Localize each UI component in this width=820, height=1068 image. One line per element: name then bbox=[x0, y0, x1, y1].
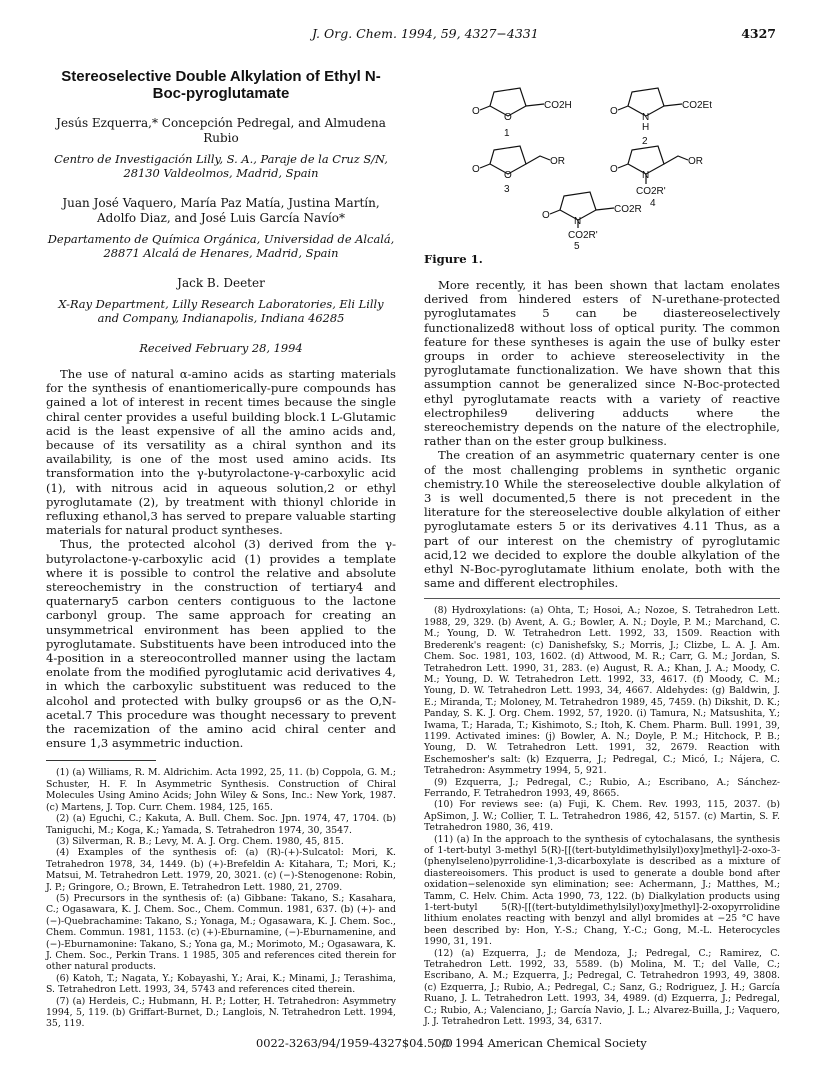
affiliation-2: Departamento de Química Orgánica, Universidad de Alcalá, 28871 Alcalá de Henares, Madrid, Spain bbox=[47, 232, 395, 260]
group-co2h: CO2H bbox=[544, 100, 572, 111]
group-co2r: CO2R bbox=[614, 204, 642, 215]
footnote: (1) (a) Williams, R. M. Aldrichim. Acta 1992, 25, 11. (b) Coppola, G. M.; Schuster, H. F. In Asymmetric Synthesis. Construction of Chiral Molecules Using Amino Acids; John Wiley & Sons, Inc.: New York, 1987. (c) Martens, J. Top. Curr. Chem. 1984, 125, 165. bbox=[46, 767, 396, 813]
body-paragraph: More recently, it has been shown that lactam enolates derived from hindered esters of N-urethane-protected pyroglutamates 5 can be diastereoselectively functionalized8 without loss of optical purity. The common feature for these syntheses is again the use of bulky ester groups in order to achieve stereoselectivity in the pyroglutamate functionalization. We have shown that this assumption cannot be generalized since N-Boc-protected ethyl pyroglutamate reacts with a variety of reactive electrophiles9 delivering adducts where the stereochemistry depends on the nature of the electrophile, rather than on the ester group bulkiness. bbox=[424, 278, 780, 449]
group-co2r-prime: CO2R' bbox=[636, 186, 666, 197]
footnote: (12) (a) Ezquerra, J.; de Mendoza, J.; Pedregal, C.; Ramirez, C. Tetrahedron Lett. 1992, 33, 5589. (b) Molina, M. T.; del Valle, C.; Escribano, A. M.; Ezquerra, J.; Pedregal, C. Tetrahedron 1993, 49, 3808. (c) Ezquerra, J.; Rubio, A.; Pedregal, C.; Sanz, G.; Rodriguez, J. H.; García Ruano, J. L. Tetrahedron Lett. 1993, 34, 4989. (d) Ezquerra, J.; Pedregal, C.; Rubio, A.; Valenciano, J.; García Navio, J. L.; Alvarez-Builla, J.; Vaquero, J. J. Tetrahedron Lett. 1993, 34, 6317. bbox=[424, 947, 780, 1028]
figure-caption: Figure 1. bbox=[424, 252, 483, 266]
body-paragraph: Thus, the protected alcohol (3) derived from the γ-butyrolactone-γ-carboxylic acid (1) provides a template where it is possible to control the relative and absolute stereochemistry in the construction of tertiary4 and quaternary5 carbon centers contiguous to the lactone carbonyl group. The same approach for creating an unsymmetrical environment has been applied to the pyroglutamate. Substituents have been introduced into the 4-position in a stereocontrolled manner using the lactam enolate from the modified pyroglutamic acid derivatives 4, in which the carboxylic substituent was reduced to the alcohol and protected with bulky groups6 or as the O,N-acetal.7 This procedure was thought necessary to prevent the racemization of the amino acid chiral center and ensure 1,3 asymmetric induction. bbox=[46, 537, 396, 751]
footnote: (5) Precursors in the synthesis of: (a) Gibbane: Takano, S.; Kasahara, C.; Ogasawara, K. J. Chem. Soc., Chem. Commun. 1981, 637. (b) (+)- and (−)-Quebrachamine: Takano, S.; Yonaga, M.; Ogasawara, K. J. Chem. Soc., Chem. Commun. 1981, 1153. (c) (+)-Eburnamine, (−)-Eburnamenine, and (−)-Eburnamonine: Takano, S.; Yona ga, M.; Morimoto, M.; Ogasawara, K. J. Chem. Soc., Perkin Trans. 1 1985, 305 and references cited therein for other natural products. bbox=[46, 892, 396, 973]
compound-label-3: 3 bbox=[504, 184, 510, 195]
compound-label-2: 2 bbox=[642, 136, 648, 147]
authors-group-2: Juan José Vaquero, María Paz Matía, Justina Martín, Adolfo Diaz, and José Luis García Navío* bbox=[62, 196, 380, 225]
atom-o: O bbox=[610, 106, 618, 117]
footnote: (7) (a) Herdeis, C.; Hubmann, H. P.; Lotter, H. Tetrahedron: Asymmetry 1994, 5, 119. (b) Griffart-Burnet, D.; Langlois, N. Tetrahedron Lett. 1994, 35, 119. bbox=[46, 995, 396, 1030]
footnote: (3) Silverman, R. B.; Levy, M. A. J. Org. Chem. 1980, 45, 815. bbox=[56, 835, 344, 847]
footnote: (10) For reviews see: (a) Fuji, K. Chem. Rev. 1993, 115, 2037. (b) ApSimon, J. W.; Collier, T. L. Tetrahedron 1986, 42, 5157. (c) Martin, S. F. Tetrahedron 1980, 36, 419. bbox=[424, 799, 780, 834]
compound-label-5: 5 bbox=[574, 241, 580, 250]
compound-label-1: 1 bbox=[504, 128, 510, 139]
atom-o: O bbox=[542, 210, 550, 221]
body-paragraph: The use of natural α-amino acids as starting materials for the synthesis of enantiomerically-pure compounds has gained a lot of interest in recent times because the single chiral center provides a useful building block.1 L-Glutamic acid is the least expensive of all the amino acids and, because of its versatility as a chiral synthon and its availability, is one of the most used amino acids. Its transformation into the γ-butyrolactone-γ-carboxylic acid (1), with nitrous acid in aqueous solution,2 or ethyl pyroglutamate (2), by treatment with thionyl chloride in refluxing ethanol,3 has served to prepare valuable starting materials for natural product syntheses. bbox=[46, 367, 396, 538]
group-or: OR bbox=[688, 156, 703, 167]
running-header bbox=[0, 26, 820, 46]
article-title: Stereoselective Double Alkylation of Ethyl N-Boc-pyroglutamate bbox=[61, 68, 381, 102]
group-or: OR bbox=[550, 156, 565, 167]
footnote: (11) (a) In the approach to the synthesis of cytochalasans, the synthesis of 1-tert-butyl 3-methyl 5(R)-[[(tert-butyldimethylsilyl)oxy]methyl]-2-oxo-3-(phenylseleno)pyrrolidine-1,3-dicarboxylate is described as a mixture of diastereoisomers. This product is used to generate a double bond after oxidation−selenoxide syn elimination; see: Achermann, J.; Matthes, M.; Tamm, C. Helv. Chim. Acta 1990, 73, 122. (b) Dialkylation products using 1-tert-butyl 5(R)-[[(tert-butyldimethylsilyl)oxy]methyl]-2-oxopyrrolidine lithium enolates reacting with benzyl and allyl bromides at −25 °C have been described by: Hon, Y.-S.; Chang, Y.-C.; Gong, M.-L. Heterocycles 1990, 31, 191. bbox=[424, 833, 780, 948]
atom-o: O bbox=[610, 164, 618, 175]
atom-n: N bbox=[574, 216, 582, 227]
footnote: (4) Examples of the synthesis of: (a) (R)-(+)-Sulcatol: Mori, K. Tetrahedron 1978, 34, 1449. (b) (+)-Brefeldin A: Kitahara, T.; Mori, K.; Matsui, M. Tetrahedron Lett. 1979, 20, 3021. (c) (−)-Stenogenone: Robin, J. P.; Gringore, O.; Brown, E. Tetrahedron Lett. 1980, 21, 2709. bbox=[46, 847, 396, 893]
received-date: Received February 28, 1994 bbox=[139, 341, 303, 355]
copyright-notice: © 1994 American Chemical Society bbox=[440, 1036, 647, 1050]
footnote: (9) Ezquerra, J.; Pedregal, C.; Rubio, A.; Escribano, A.; Sánchez-Ferrando, F. Tetrahedron 1993, 49, 8665. bbox=[424, 776, 780, 799]
atom-o: O bbox=[472, 164, 480, 175]
footnote: (6) Katoh, T.; Nagata, Y.; Kobayashi, Y.; Arai, K.; Minami, J.; Terashima, S. Tetrahedron Lett. 1993, 34, 5743 and references cited therein. bbox=[46, 972, 396, 996]
chemical-structures-figure bbox=[424, 68, 780, 250]
article-code: 0022-3263/94/1959-4327$04.50/0 bbox=[256, 1036, 453, 1050]
group-co2et: CO2Et bbox=[682, 100, 713, 111]
atom-o: O bbox=[472, 106, 480, 117]
authors-group-3: Jack B. Deeter bbox=[177, 276, 265, 290]
footnote: (2) (a) Eguchi, C.; Kakuta, A. Bull. Chem. Soc. Jpn. 1974, 47, 1704. (b) Taniguchi, M.; Koga, K.; Yamada, S. Tetrahedron 1974, 30, 3547. bbox=[46, 813, 396, 836]
group-co2r-prime: CO2R' bbox=[568, 230, 598, 241]
atom-n: N bbox=[642, 112, 650, 123]
footnote-divider bbox=[424, 598, 780, 599]
left-column bbox=[46, 68, 396, 1030]
atom-o: O bbox=[504, 170, 512, 181]
atom-n: N bbox=[642, 170, 650, 181]
affiliation-3: X-Ray Department, Lilly Research Laboratories, Eli Lilly and Company, Indianapolis, Indiana 46285 bbox=[58, 297, 384, 325]
footnote: (8) Hydroxylations: (a) Ohta, T.; Hosoi, A.; Nozoe, S. Tetrahedron Lett. 1988, 29, 329. (b) Avent, A. G.; Bowler, A. N.; Doyle, P. M.; Marchand, C. M.; Young, D. W. Tetrahedron Lett. 1992, 33, 1509. Reaction with Brederenk's reagent: (c) Danishefsky, S.; Morris, J.; Clizbe, L. A. J. Am. Chem. Soc. 1981, 103, 1602. (d) Attwood, M. R.; Carr, G. M.; Jordan, S. Tetrahedron Lett. 1990, 31, 283. (e) August, R. A.; Khan, J. A.; Moody, C. M.; Young, D. W. Tetrahedron Lett. 1992, 33, 4617. (f) Moody, C. M.; Young, D. W. Tetrahedron Lett. 1993, 34, 4667. Aldehydes: (g) Baldwin, J. E.; Miranda, T.; Moloney, M. Tetrahedron 1989, 45, 7459. (h) Dikshit, D. K.; Panday, S. K. J. Org. Chem. 1992, 57, 1920. (i) Tamura, N.; Matsushita, Y.; Iwama, T.; Harada, T.; Kishimoto, S.; Itoh, K. Chem. Pharm. Bull. 1991, 39, 1199. Activated imines: (j) Bowler, A. N.; Doyle, P. M.; Hitchock, P. B.; Young, D. W. Tetrahedron Lett. 1991, 32, 2679. Reaction with Eschemosher's salt: (k) Ezquerra, J.; Pedregal, C.; Micó, I.; Nájera, C. Tetrahedron: Asymmetry 1994, 5, 921. bbox=[424, 605, 780, 777]
right-column bbox=[424, 68, 780, 1028]
figure-1 bbox=[424, 68, 780, 250]
atom-o: O bbox=[504, 112, 512, 123]
compound-label-4: 4 bbox=[650, 198, 656, 209]
body-paragraph: The creation of an asymmetric quaternary center is one of the most challenging problems in synthetic organic chemistry.10 While the stereoselective double alkylation of 3 is well documented,5 there is not precedent in the literature for the stereoselective double alkylation of either pyroglutamate esters 5 or its derivatives 4.11 Thus, as a part of our interest on the chemistry of pyroglutamic acid,12 we decided to explore the double alkylation of the ethyl N-Boc-pyroglutamate lithium enolate, both with the same and different electrophiles. bbox=[424, 448, 780, 591]
affiliation-1: Centro de Investigación Lilly, S. A., Paraje de la Cruz S/N, 28130 Valdeolmos, Madrid, Spain bbox=[54, 152, 388, 180]
journal-citation: J. Org. Chem. 1994, 59, 4327−4331 bbox=[312, 26, 539, 41]
atom-h: H bbox=[642, 122, 650, 133]
footnote-divider bbox=[46, 760, 156, 761]
page-number: 4327 bbox=[741, 26, 776, 41]
authors-group-1: Jesús Ezquerra,* Concepción Pedregal, and Almudena Rubio bbox=[56, 116, 386, 145]
